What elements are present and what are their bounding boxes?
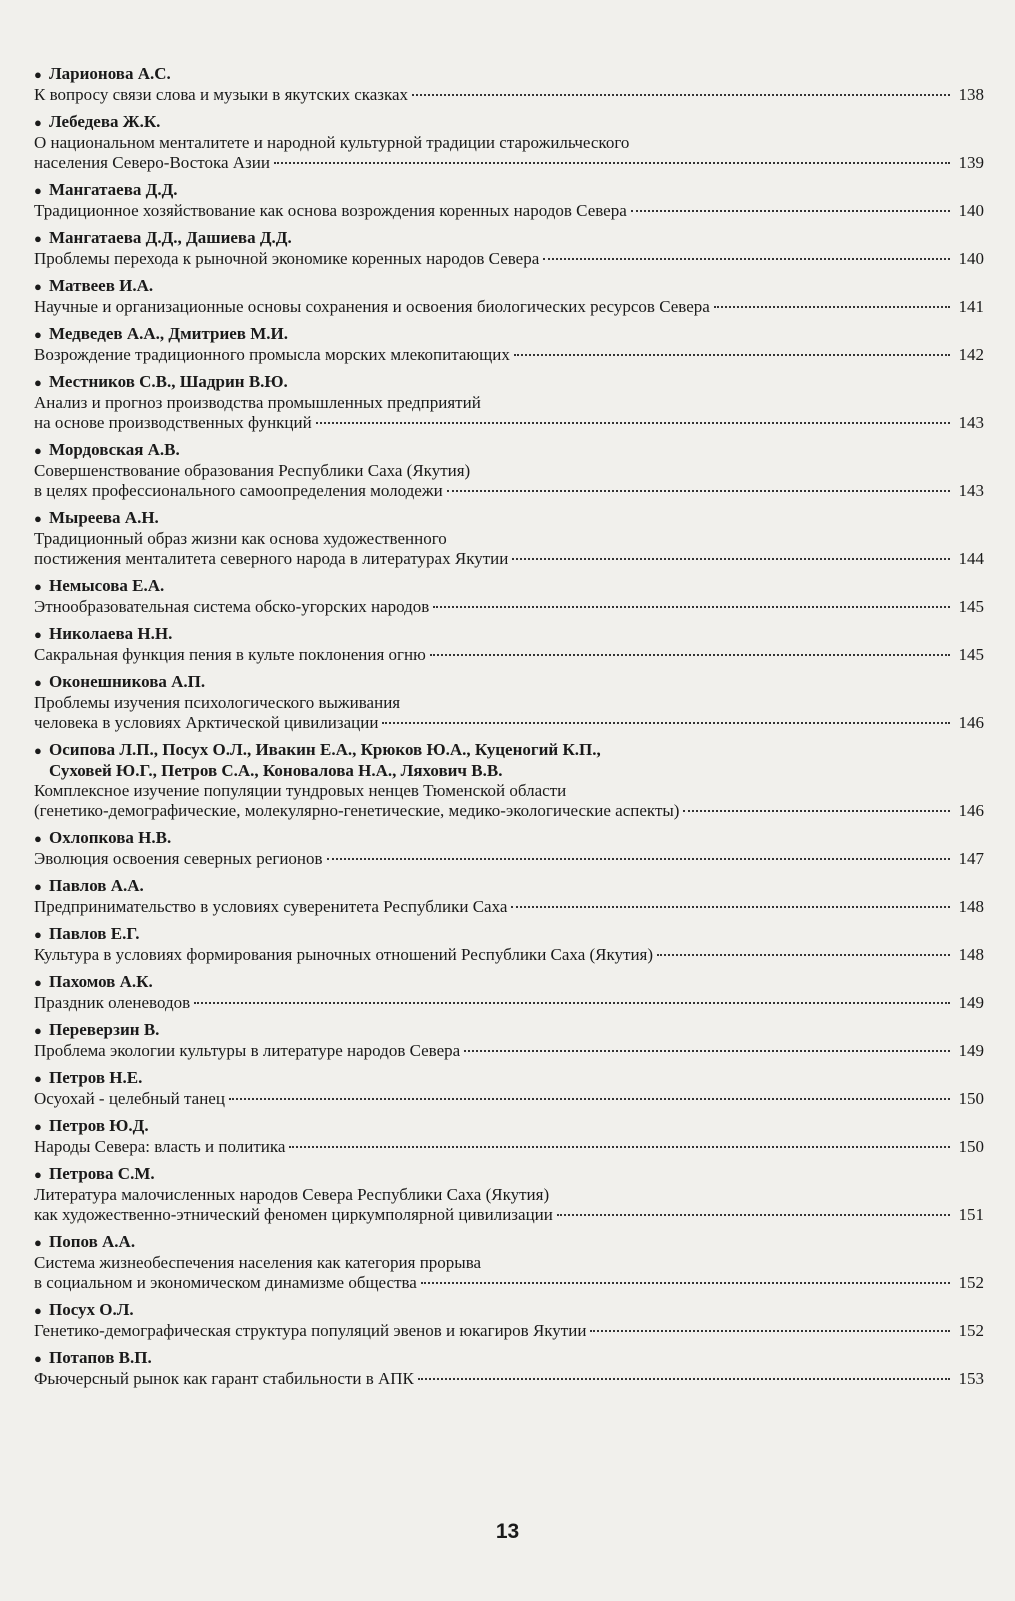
bullet-icon: ●	[34, 879, 42, 894]
bullet-icon: ●	[34, 115, 42, 130]
dot-leader	[657, 954, 950, 956]
entry-page-number: 146	[958, 713, 984, 732]
entry-title-line: Система жизнеобеспечения населения как категория прорыва	[34, 1253, 482, 1272]
entry-title-text: Осуохай - целебный танец	[34, 1089, 225, 1108]
author-name: Немысова Е.А.	[49, 576, 165, 595]
entry-page-number: 142	[958, 345, 984, 364]
entry-title-text: в социальном и экономическом динамизме общества	[34, 1273, 417, 1292]
entry-title-text: Фьючерсный рынок как гарант стабильности в АПК	[34, 1369, 414, 1388]
author-name: Мангатаева Д.Д.	[49, 180, 178, 199]
bullet-icon: ●	[34, 183, 42, 198]
entry-author	[34, 228, 984, 249]
entry-title-text: Этнообразовательная система обско-угорских народов	[34, 597, 430, 616]
entry-title-final-line	[34, 1041, 984, 1061]
author-name: Потапов В.П.	[49, 1348, 152, 1367]
bullet-icon: ●	[34, 67, 42, 82]
toc-entry	[34, 1348, 984, 1389]
entry-author	[34, 672, 984, 693]
entry-author	[34, 1232, 984, 1253]
author-name: Николаева Н.Н.	[49, 624, 173, 643]
entry-page-number: 150	[958, 1089, 984, 1108]
entry-title-line: Комплексное изучение популяции тундровых ненцев Тюменской области	[34, 781, 567, 800]
entry-author	[34, 924, 984, 945]
entry-title-final-line	[34, 413, 984, 433]
dot-leader	[412, 94, 950, 96]
entry-title-final-line	[34, 645, 984, 665]
author-name: Павлов Е.Г.	[49, 924, 140, 943]
dot-leader	[543, 258, 950, 260]
entry-page-number: 146	[958, 801, 984, 820]
toc-entry	[34, 828, 984, 869]
dot-leader	[714, 306, 950, 308]
author-name: Осипова Л.П., Посух О.Л., Ивакин Е.А., Крюков Ю.А., Куценогий К.П.,	[49, 740, 601, 759]
toc-entry	[34, 1068, 984, 1109]
entry-title-text: Культура в условиях формирования рыночных отношений Республики Саха (Якутия)	[34, 945, 654, 964]
entry-author	[34, 112, 984, 133]
author-name: Охлопкова Н.В.	[49, 828, 172, 847]
author-name: Местников С.В., Шадрин В.Ю.	[49, 372, 288, 391]
toc-entry	[34, 372, 984, 433]
entry-title-text: в целях профессионального самоопределения молодежи	[34, 481, 443, 500]
entry-author	[34, 1116, 984, 1137]
entry-title-line: Традиционный образ жизни как основа художественного	[34, 529, 447, 548]
entry-page-number: 150	[958, 1137, 984, 1156]
entry-author	[34, 324, 984, 345]
dot-leader	[316, 422, 950, 424]
bullet-icon: ●	[34, 927, 42, 942]
toc-entry	[34, 1020, 984, 1061]
dot-leader	[327, 858, 950, 860]
author-name: Павлов А.А.	[49, 876, 144, 895]
entry-title-final-line	[34, 1137, 984, 1157]
dot-leader	[421, 1282, 950, 1284]
toc-entry	[34, 180, 984, 221]
entry-author	[34, 1020, 984, 1041]
toc-entry	[34, 112, 984, 173]
entry-author	[34, 440, 984, 461]
bullet-icon: ●	[34, 231, 42, 246]
entry-title-line: Совершенствование образования Республики Саха (Якутия)	[34, 461, 471, 480]
entry-title-final-line	[34, 549, 984, 569]
dot-leader	[514, 354, 950, 356]
entry-title-final-line	[34, 481, 984, 501]
entry-title-line: Анализ и прогноз производства промышленных предприятий	[34, 393, 481, 412]
dot-leader	[229, 1098, 950, 1100]
author-name: Мордовская А.В.	[49, 440, 180, 459]
entry-title-final-line	[34, 1321, 984, 1341]
bullet-icon: ●	[34, 1351, 42, 1366]
author-name: Петров Ю.Д.	[49, 1116, 149, 1135]
entry-page-number: 145	[958, 597, 984, 616]
entry-author	[34, 972, 984, 993]
author-name: Петров Н.Е.	[49, 1068, 143, 1087]
entry-title-line: Проблемы изучения психологического выживания	[34, 693, 401, 712]
entry-title-text: Народы Севера: власть и политика	[34, 1137, 286, 1156]
dot-leader	[418, 1378, 950, 1380]
bullet-icon: ●	[34, 443, 42, 458]
entry-title-final-line	[34, 249, 984, 269]
entry-page-number: 147	[958, 849, 984, 868]
toc-entry	[34, 276, 984, 317]
entry-author	[34, 576, 984, 597]
bullet-icon: ●	[34, 1119, 42, 1134]
bullet-icon: ●	[34, 327, 42, 342]
dot-leader	[274, 162, 950, 164]
entry-title-text: Традиционное хозяйствование как основа возрождения коренных народов Севера	[34, 201, 627, 220]
entry-author	[34, 372, 984, 393]
entry-title-text: как художественно-этнический феномен циркумполярной цивилизации	[34, 1205, 553, 1224]
dot-leader	[433, 606, 950, 608]
dot-leader	[683, 810, 950, 812]
bullet-icon: ●	[34, 831, 42, 846]
author-name: Переверзин В.	[49, 1020, 160, 1039]
entry-title-line: О национальном менталитете и народной культурной традиции старожильческого	[34, 133, 630, 152]
author-name: Ларионова А.С.	[49, 64, 171, 83]
entry-title-final-line	[34, 201, 984, 221]
entry-title-text: постижения менталитета северного народа в литературах Якутии	[34, 549, 509, 568]
entry-author	[34, 180, 984, 201]
toc-entry	[34, 1232, 984, 1293]
bullet-icon: ●	[34, 627, 42, 642]
author-name: Медведев А.А., Дмитриев М.И.	[49, 324, 288, 343]
dot-leader	[194, 1002, 950, 1004]
author-name: Оконешникова А.П.	[49, 672, 206, 691]
toc-entry	[34, 740, 984, 821]
entry-author	[34, 624, 984, 645]
entry-title-text: Генетико-демографическая структура популяций эвенов и юкагиров Якутии	[34, 1321, 587, 1340]
entry-title-final-line	[34, 897, 984, 917]
author-name: Матвеев И.А.	[49, 276, 154, 295]
bullet-icon: ●	[34, 511, 42, 526]
entry-title-final-line	[34, 945, 984, 965]
entry-title-final-line	[34, 993, 984, 1013]
bullet-icon: ●	[34, 375, 42, 390]
dot-leader	[430, 654, 950, 656]
entry-page-number: 152	[958, 1273, 984, 1292]
entry-title-text: К вопросу связи слова и музыки в якутских сказках	[34, 85, 409, 104]
entry-title-final-line	[34, 849, 984, 869]
entry-page-number: 148	[958, 945, 984, 964]
entry-title-text: населения Северо-Востока Азии	[34, 153, 270, 172]
entry-title-text: (генетико-демографические, молекулярно-генетические, медико-экологические аспекты)	[34, 801, 680, 820]
entry-page-number: 138	[958, 85, 984, 104]
bullet-icon: ●	[34, 743, 42, 758]
author-name: Мыреева А.Н.	[49, 508, 159, 527]
entry-page-number: 141	[958, 297, 984, 316]
bullet-icon: ●	[34, 1167, 42, 1182]
toc-entry	[34, 1300, 984, 1341]
entry-page-number: 143	[958, 413, 984, 432]
entry-title-text: Эволюция освоения северных регионов	[34, 849, 323, 868]
bullet-icon: ●	[34, 675, 42, 690]
entry-author	[34, 1300, 984, 1321]
entry-title-text: Проблемы перехода к рыночной экономике коренных народов Севера	[34, 249, 540, 268]
entry-title-final-line	[34, 713, 984, 733]
entry-author	[34, 828, 984, 849]
toc-entry	[34, 576, 984, 617]
entry-page-number: 149	[958, 1041, 984, 1060]
toc-entry	[34, 508, 984, 569]
entry-author	[34, 64, 984, 85]
entry-page-number: 145	[958, 645, 984, 664]
toc-entry	[34, 324, 984, 365]
author-name: Посух О.Л.	[49, 1300, 134, 1319]
toc-entry	[34, 672, 984, 733]
entry-page-number: 140	[958, 201, 984, 220]
entry-title-text: Сакральная функция пения в культе поклонения огню	[34, 645, 426, 664]
entry-title-text: Проблема экологии культуры в литературе народов Севера	[34, 1041, 461, 1060]
dot-leader	[512, 558, 950, 560]
entry-author	[34, 1068, 984, 1089]
entry-page-number: 144	[958, 549, 984, 568]
toc-entry	[34, 972, 984, 1013]
entry-title-text: Предпринимательство в условиях суверенитета Республики Саха	[34, 897, 508, 916]
page-number: 13	[495, 1520, 520, 1543]
entry-title-final-line	[34, 153, 984, 173]
toc-entry	[34, 1164, 984, 1225]
toc-entry	[34, 440, 984, 501]
entry-title-text: Научные и организационные основы сохранения и освоения биологических ресурсов Севера	[34, 297, 710, 316]
bullet-icon: ●	[34, 1303, 42, 1318]
entry-author	[34, 876, 984, 897]
author-name: Суховей Ю.Г., Петров С.А., Коновалова Н.А., Ляхович В.В.	[49, 761, 503, 780]
bullet-icon: ●	[34, 279, 42, 294]
entry-title-text: на основе производственных функций	[34, 413, 312, 432]
bullet-icon: ●	[34, 579, 42, 594]
entry-page-number: 143	[958, 481, 984, 500]
author-name: Лебедева Ж.К.	[49, 112, 161, 131]
entry-page-number: 148	[958, 897, 984, 916]
entry-title-final-line	[34, 801, 984, 821]
toc-entry	[34, 624, 984, 665]
entry-page-number: 139	[958, 153, 984, 172]
entry-page-number: 153	[958, 1369, 984, 1388]
author-name: Попов А.А.	[49, 1232, 136, 1251]
entry-title-final-line	[34, 85, 984, 105]
toc-entry	[34, 228, 984, 269]
dot-leader	[289, 1146, 950, 1148]
dot-leader	[382, 722, 950, 724]
toc-entry	[34, 924, 984, 965]
entry-author	[34, 508, 984, 529]
dot-leader	[447, 490, 950, 492]
entry-title-text: человека в условиях Арктической цивилизации	[34, 713, 379, 732]
entry-title-final-line	[34, 1273, 984, 1293]
entry-page-number: 151	[958, 1205, 984, 1224]
entry-author	[34, 1348, 984, 1369]
dot-leader	[590, 1330, 950, 1332]
entry-title-text: Возрождение традиционного промысла морских млекопитающих	[34, 345, 510, 364]
toc-entry	[34, 64, 984, 105]
entry-page-number: 152	[958, 1321, 984, 1340]
bullet-icon: ●	[34, 1235, 42, 1250]
entry-author	[34, 1164, 984, 1185]
entry-title-final-line	[34, 597, 984, 617]
entry-title-final-line	[34, 1089, 984, 1109]
entry-title-final-line	[34, 1369, 984, 1389]
toc-entry	[34, 1116, 984, 1157]
table-of-contents	[34, 64, 984, 1396]
toc-entry	[34, 876, 984, 917]
author-name: Мангатаева Д.Д., Дашиева Д.Д.	[49, 228, 292, 247]
entry-author	[34, 276, 984, 297]
entry-author	[34, 740, 984, 781]
entry-page-number: 140	[958, 249, 984, 268]
dot-leader	[557, 1214, 950, 1216]
entry-title-text: Праздник оленеводов	[34, 993, 191, 1012]
entry-title-line: Литература малочисленных народов Севера Республики Саха (Якутия)	[34, 1185, 550, 1204]
dot-leader	[464, 1050, 950, 1052]
dot-leader	[511, 906, 950, 908]
entry-title-final-line	[34, 345, 984, 365]
entry-title-final-line	[34, 1205, 984, 1225]
author-name: Пахомов А.К.	[49, 972, 153, 991]
bullet-icon: ●	[34, 1023, 42, 1038]
entry-page-number: 149	[958, 993, 984, 1012]
bullet-icon: ●	[34, 1071, 42, 1086]
dot-leader	[631, 210, 950, 212]
author-name: Петрова С.М.	[49, 1164, 155, 1183]
bullet-icon: ●	[34, 975, 42, 990]
entry-title-final-line	[34, 297, 984, 317]
